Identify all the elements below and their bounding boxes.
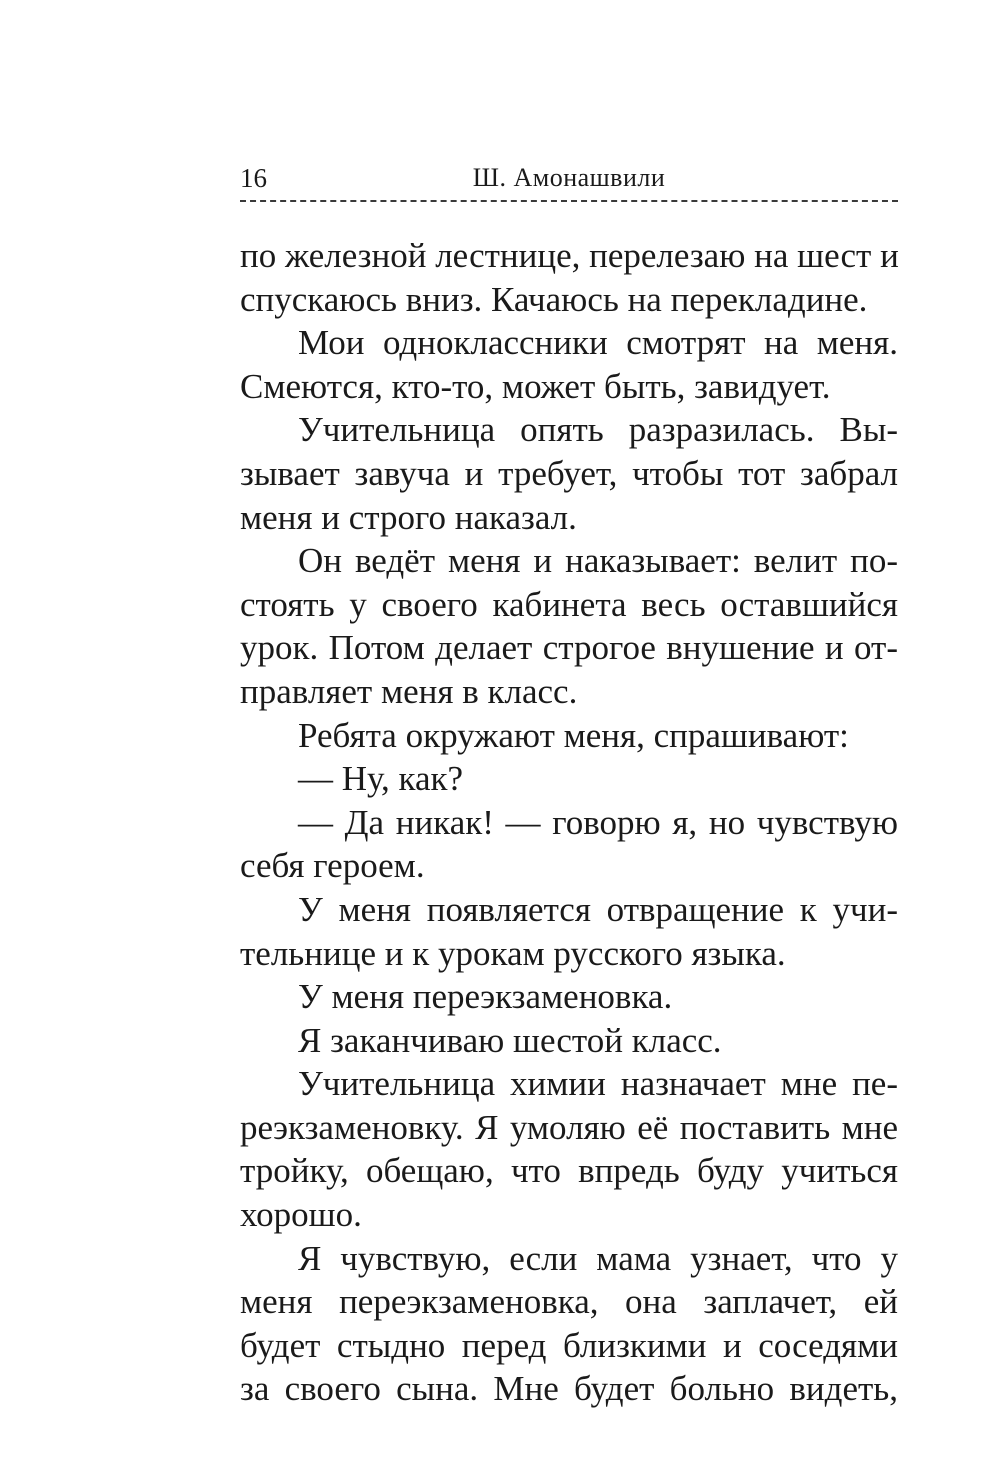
text-line: будет стыдно перед близкими и соседями [240,1325,898,1365]
text-line: У меня появляется отвращение к учи- [298,889,898,929]
text-line: тельнице и к урокам русского языка. [240,933,786,973]
page-number: 16 [240,163,267,193]
text-line: правляет меня в класс. [240,671,578,711]
text-line: реэкзаменовку. Я умоляю её поставить мне [240,1107,898,1147]
text-line: за своего сына. Мне будет больно видеть, [240,1369,898,1409]
text-line: Учительница химии назначает мне пе- [298,1064,898,1104]
text-line: по железной лестнице, перелезаю на шест и [240,236,899,275]
running-head [240,160,898,200]
text-line: меня переэкзаменовка, она заплачет, ей [240,1282,898,1322]
text-line: стоять у своего кабинета весь оставшийся [240,584,898,624]
text-line: У меня переэкзаменовка. [298,977,673,1017]
text-line: спускаюсь вниз. Качаюсь на перекладине. [240,279,868,319]
text-line: — Ну, как? [298,759,464,799]
text-line: Ребята окружают меня, спрашивают: [298,715,849,755]
text-line: — Да никак! — говорю я, но чувствую [298,802,898,842]
text-line: Он ведёт меня и наказывает: велит по- [298,541,898,581]
text-line: себя героем. [240,846,425,886]
text-line: Мои одноклассники смотрят на меня. [298,323,898,363]
text-line: Учительница опять разразилась. Вы- [298,410,898,450]
text-line: зывает завуча и требует, чтобы тот забрал [240,453,898,493]
text-line: тройку, обещаю, что впредь буду учиться [240,1151,898,1191]
text-line: урок. Потом делает строгое внушение и от- [240,628,898,668]
text-line: Я заканчиваю шестой класс. [298,1020,722,1060]
text-line: меня и строго наказал. [240,497,577,537]
text-line: Я чувствую, если мама узнает, что у [298,1238,898,1278]
body-text [240,234,898,1411]
text-line: хорошо. [240,1195,362,1235]
header-rule [240,200,898,202]
author-name: Ш. Амонашвили [472,163,666,192]
text-line: Смеются, кто-то, может быть, завидует. [240,366,831,406]
